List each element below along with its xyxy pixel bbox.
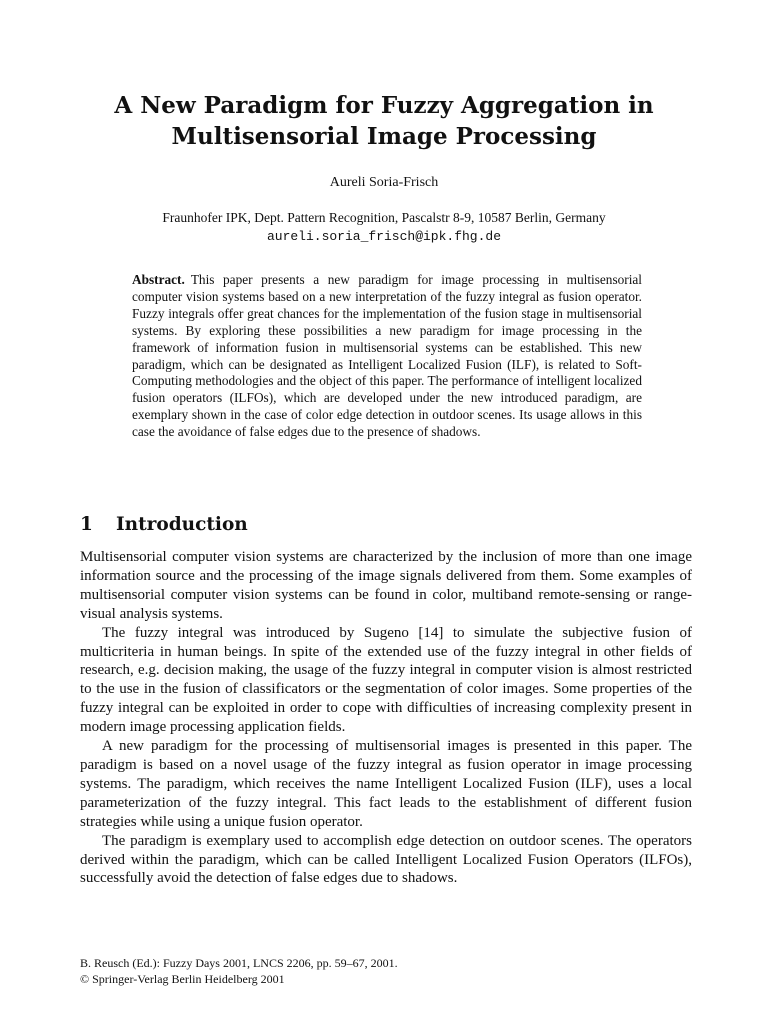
section-title: Introduction: [116, 514, 248, 535]
body-paragraph: A new paradigm for the processing of multisensorial images is presented in this paper. The paradigm is based on a novel usage of the fuzzy integral as fusion operator in image processing systems. The paradigm, which receives the name Intelligent Localized Fusion (ILF), uses a local parameterization of the fuzzy integral. This fact leads to the establishment of different fusion strategies while using a unique fusion operator.: [80, 738, 692, 830]
affiliation: Fraunhofer IPK, Dept. Pattern Recognition, Pascalstr 8-9, 10587 Berlin, Germany: [162, 210, 606, 225]
section-number: 1: [80, 514, 93, 535]
author-email: aureli.soria_frisch@ipk.fhg.de: [266, 229, 502, 244]
title-line-1: A New Paradigm for Fuzzy Aggregation in: [114, 92, 654, 119]
body-paragraph: The fuzzy integral was introduced by Sugeno [14] to simulate the subjective fusion of multicriteria in human beings. In spite of the extended use of the fuzzy integral in other fields of research, e.g. decision making, the usage of the fuzzy integral in computer vision is almost restricted to the use in the fusion of classificators or the segmentation of color images. Some properties of the fuzzy integral can be exploited in order to cope with difficulties of increasing complexity present in modern image processing application fields.: [80, 624, 692, 736]
title-line-2: Multisensorial Image Processing: [171, 123, 597, 150]
abstract-text: This paper presents a new paradigm for image processing in multisensorial computer vision systems based on a new interpretation of the fuzzy integral as fusion operator. Fuzzy integrals offer great chances for the implementation of the fusion stage in multisensorial systems. By exploring these possibilities a new paradigm for image processing in the framework of information fusion in multisensorial systems can be established. This new paradigm, which can be designated as Intelligent Localized Fusion (ILF), is related to Soft-Computing methodologies and the object of this paper. The performance of intelligent localized fusion operators (ILFOs), which are developed under the new introduced paradigm, are exemplary shown in the case of color edge detection in outdoor scenes. Its usage allows in this case the avoidance of false edges due to the presence of shadows.: [132, 272, 642, 440]
abstract-label: Abstract.: [132, 272, 185, 287]
paper-title: [60, 90, 708, 152]
body-paragraph: Multisensorial computer vision systems are characterized by the inclusion of more than one image information source and the processing of the image signals delivered from them. Some examples of multisensorial computer vision systems can be found in color, multiband remote-sensing or range-visual analysis systems.: [80, 549, 692, 622]
footer-copyright: © Springer-Verlag Berlin Heidelberg 2001: [80, 972, 285, 986]
footer-citation: B. Reusch (Ed.): Fuzzy Days 2001, LNCS 2206, pp. 59–67, 2001.: [80, 956, 398, 970]
section-body: [80, 548, 692, 888]
abstract: [132, 272, 642, 441]
affiliation-block: [60, 208, 708, 246]
page-footer: [80, 955, 692, 987]
section-heading: [80, 514, 680, 535]
body-paragraph: The paradigm is exemplary used to accomplish edge detection on outdoor scenes. The operators derived within the paradigm, which can be called Intelligent Localized Fusion Operators (ILFOs), successfully avoid the detection of false edges due to shadows.: [80, 832, 692, 887]
author-name: Aureli Soria-Frisch: [329, 175, 439, 190]
